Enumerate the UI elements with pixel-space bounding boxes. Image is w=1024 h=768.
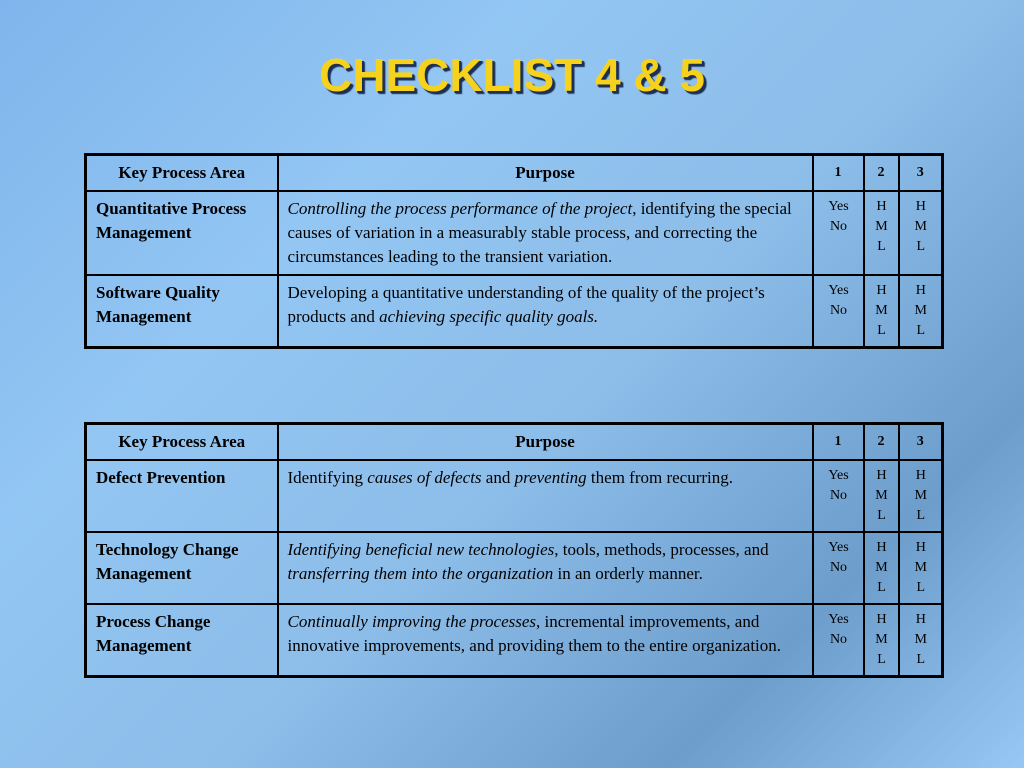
rating-option: L — [916, 239, 926, 254]
purpose-text: Identifying — [287, 468, 368, 487]
purpose-cell — [278, 191, 813, 275]
rating-option: M — [875, 219, 888, 234]
rating-cell-3 — [899, 460, 943, 532]
rating-cell-2 — [864, 275, 899, 348]
purpose-text: in an orderly manner. — [553, 564, 703, 583]
rating-option: L — [916, 652, 926, 667]
rating-option: No — [829, 488, 848, 503]
header-col-2: 2 — [864, 424, 899, 461]
rating-cell-3 — [899, 275, 943, 348]
rating-option: H — [915, 283, 926, 298]
purpose-text: them from recurring. — [586, 468, 734, 487]
rating-option: M — [875, 303, 888, 318]
key-process-area-cell: Software Quality Management — [86, 275, 278, 348]
key-process-area-cell: Technology Change Management — [86, 532, 278, 604]
rating-option: L — [916, 580, 926, 595]
header-key-process-area: Key Process Area — [86, 424, 278, 461]
rating-option: L — [916, 508, 926, 523]
rating-option: M — [914, 488, 927, 503]
rating-option: Yes — [828, 199, 849, 214]
rating-cell-1 — [813, 275, 864, 348]
purpose-emphasis: Identifying beneficial new technologies — [287, 540, 555, 559]
rating-option: M — [875, 632, 888, 647]
purpose-cell — [278, 275, 813, 348]
rating-cell-3 — [899, 604, 943, 677]
rating-cell-2 — [864, 460, 899, 532]
rating-option: No — [829, 303, 848, 318]
key-process-area-cell: Quantitative Process Management — [86, 191, 278, 275]
rating-option: L — [916, 323, 926, 338]
header-purpose: Purpose — [278, 424, 813, 461]
purpose-text: , identifying the special causes of variation in a measurably stable process, and correcting the circumstances leading to the transient variation. — [287, 199, 792, 266]
rating-option: No — [829, 219, 848, 234]
purpose-emphasis: achieving specific quality goals. — [379, 307, 599, 326]
purpose-emphasis: Controlling the process performance of the project — [287, 199, 633, 218]
rating-option: H — [915, 468, 926, 483]
checklist-table-5 — [84, 422, 944, 678]
rating-cell-3 — [899, 191, 943, 275]
key-process-area-cell: Defect Prevention — [86, 460, 278, 532]
rating-option: L — [877, 239, 886, 254]
table-row — [86, 460, 943, 532]
rating-option: H — [915, 199, 926, 214]
rating-option: M — [914, 560, 927, 575]
checklist-table-4 — [84, 153, 944, 349]
table-header-row — [86, 424, 943, 461]
rating-option: Yes — [828, 468, 849, 483]
rating-option: M — [914, 303, 927, 318]
rating-cell-1 — [813, 460, 864, 532]
header-col-1: 1 — [813, 155, 864, 192]
key-process-area-cell: Process Change Management — [86, 604, 278, 677]
rating-option: M — [875, 560, 888, 575]
header-purpose: Purpose — [278, 155, 813, 192]
table-body — [86, 191, 943, 348]
rating-option: H — [915, 540, 926, 555]
purpose-emphasis: Continually improving the processes — [287, 612, 537, 631]
purpose-emphasis: causes of defects — [367, 468, 482, 487]
table-body — [86, 460, 943, 677]
purpose-text: and — [481, 468, 515, 487]
rating-cell-1 — [813, 191, 864, 275]
rating-option: H — [876, 283, 887, 298]
header-col-2: 2 — [864, 155, 899, 192]
rating-cell-1 — [813, 604, 864, 677]
table-row — [86, 191, 943, 275]
purpose-text: Developing a quantitative understanding of the quality of the project’s products and — [287, 283, 765, 326]
rating-cell-2 — [864, 191, 899, 275]
rating-cell-3 — [899, 532, 943, 604]
rating-option: No — [829, 560, 848, 575]
purpose-cell — [278, 460, 813, 532]
purpose-emphasis: transferring them into the organization — [287, 564, 554, 583]
rating-option: M — [875, 488, 888, 503]
rating-option: M — [914, 219, 927, 234]
rating-option: L — [877, 652, 886, 667]
rating-option: Yes — [828, 612, 849, 627]
slide-title: CHECKLIST 4 & 5 — [319, 49, 705, 101]
rating-option: H — [876, 612, 887, 627]
header-col-3: 3 — [899, 155, 943, 192]
rating-option: H — [876, 468, 887, 483]
table-row — [86, 532, 943, 604]
header-col-3: 3 — [899, 424, 943, 461]
purpose-text: , incremental improvements, and innovative improvements, and providing them to the entire organization. — [287, 612, 782, 655]
rating-cell-2 — [864, 532, 899, 604]
rating-option: H — [876, 540, 887, 555]
rating-option: Yes — [828, 283, 849, 298]
table-row — [86, 604, 943, 677]
purpose-cell — [278, 532, 813, 604]
table-header-row — [86, 155, 943, 192]
purpose-emphasis: preventing — [514, 468, 587, 487]
rating-cell-2 — [864, 604, 899, 677]
rating-cell-1 — [813, 532, 864, 604]
rating-option: H — [876, 199, 887, 214]
table-row — [86, 275, 943, 348]
purpose-cell — [278, 604, 813, 677]
rating-option: H — [915, 612, 926, 627]
rating-option: L — [877, 508, 886, 523]
header-key-process-area: Key Process Area — [86, 155, 278, 192]
rating-option: L — [877, 323, 886, 338]
header-col-1: 1 — [813, 424, 864, 461]
purpose-text: , tools, methods, processes, and — [554, 540, 769, 559]
rating-option: Yes — [828, 540, 849, 555]
rating-option: L — [877, 580, 886, 595]
rating-option: M — [914, 632, 927, 647]
rating-option: No — [829, 632, 848, 647]
